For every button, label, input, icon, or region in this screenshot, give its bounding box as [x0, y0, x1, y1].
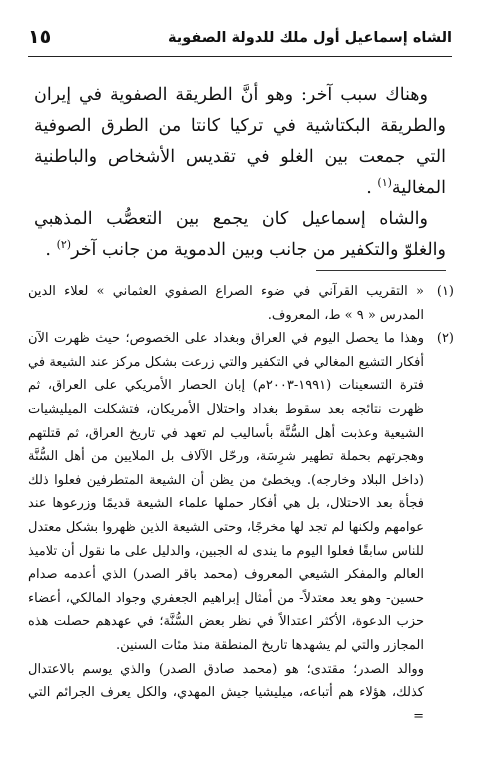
footnote-number: (٢): [436, 331, 454, 347]
footnote-separator: [316, 270, 446, 271]
footnote-continuation: ووالد الصدر؛ مقتدى؛ هو (محمد صادق الصدر) والذي يوسم بالاعتدال كذلك، هؤلاء هم أتباعه، ميليشيا جيش المهدي، والكل يعرف الجرائم التي =: [28, 661, 424, 724]
footnote-text: وهذا ما يحصل اليوم في العراق وبغداد على الخصوص؛ حيث ظهرت الآن أفكار التشيع المغالي في التكفير والتي زرعت بشكل مركز عند الشيعة في فترة التسعينات (١٩٩١-٢٠٠٣م) إبان الحصار الأمريكي على العراق، ثم ظهرت نتائجه بعد سقوط بغداد واحتلال الأمريكان، فتشكلت الميليشيات الشيعية وعذبت أهل السُّنَّة بأساليب لم تعهد في تاريخ العراق، ثم قتلتهم وهجرتهم بحملة تطهير شرِسَة، ورحّل الآلاف بل الملايين من أهل السُّنَّة (داخل البلاد وخارجه). ويخطئ من يظن أن الشيعة المتطرفين فعلوا ذلك فجأة بعد الاحتلال، بل هي أفكار حملها علماء الشيعة قديمًا وزرعوها عند عوامهم ولكنها لم تجد لها مخرجًا، وحتى الشيعة الذين ظهروا بشكل معتدل للناس سابقًا فعلوا اليوم ما يندى له الجبين، والدليل على ما نقول أن تلاميذ العالم والمفكر الشيعي المعروف (محمد باقر الصدر) الذي أعدمه صدام حسين- وهو يعد معتدلاً- من أمثال إبراهيم الجعفري وجواد المالكي، أعضاء حزب الدعوة، الأكثر اعتدالاً في نظر بعض السُّنَّة؛ في عهدهم حصلت هذه المجازر والتي لم يشهدها تاريخ المنطقة منذ مئات السنين.: [28, 331, 424, 653]
paragraph-text: وهناك سبب آخر: وهو أنَّ الطريقة الصفوية في إيران والطريقة البكتاشية في تركيا كانتا من الطرق الصوفية التي جمعت بين الغلو في تقديس الأشخاص والباطنية المغالية: [34, 85, 446, 198]
footnote-marker: (٢): [56, 238, 72, 252]
footnote: [28, 327, 454, 657]
paragraph-end: .: [45, 240, 51, 260]
body-paragraph: [34, 204, 446, 266]
running-title: الشاه إسماعيل أول ملك للدولة الصفوية: [168, 30, 452, 46]
footnote-marker: (١): [377, 176, 392, 190]
footnote-number: (١): [436, 284, 454, 299]
main-text: [34, 80, 446, 266]
running-header: [28, 28, 452, 57]
body-paragraph: [34, 80, 446, 204]
page-number: ١٥: [28, 26, 52, 48]
footnotes-section: [28, 280, 454, 728]
paragraph-text: والشاه إسماعيل كان يجمع بين التعصُّب المذهبي والغلوّ والتكفير من جانب وبين الدموية من جانب آخر: [34, 209, 446, 260]
footnote-text: « التقريب القرآني في ضوء الصراع الصفوي العثماني » لعلاء الدين المدرس « ٩ » ط، المعروف.: [28, 284, 424, 323]
footnote: [28, 280, 454, 327]
paragraph-end: .: [366, 178, 372, 198]
